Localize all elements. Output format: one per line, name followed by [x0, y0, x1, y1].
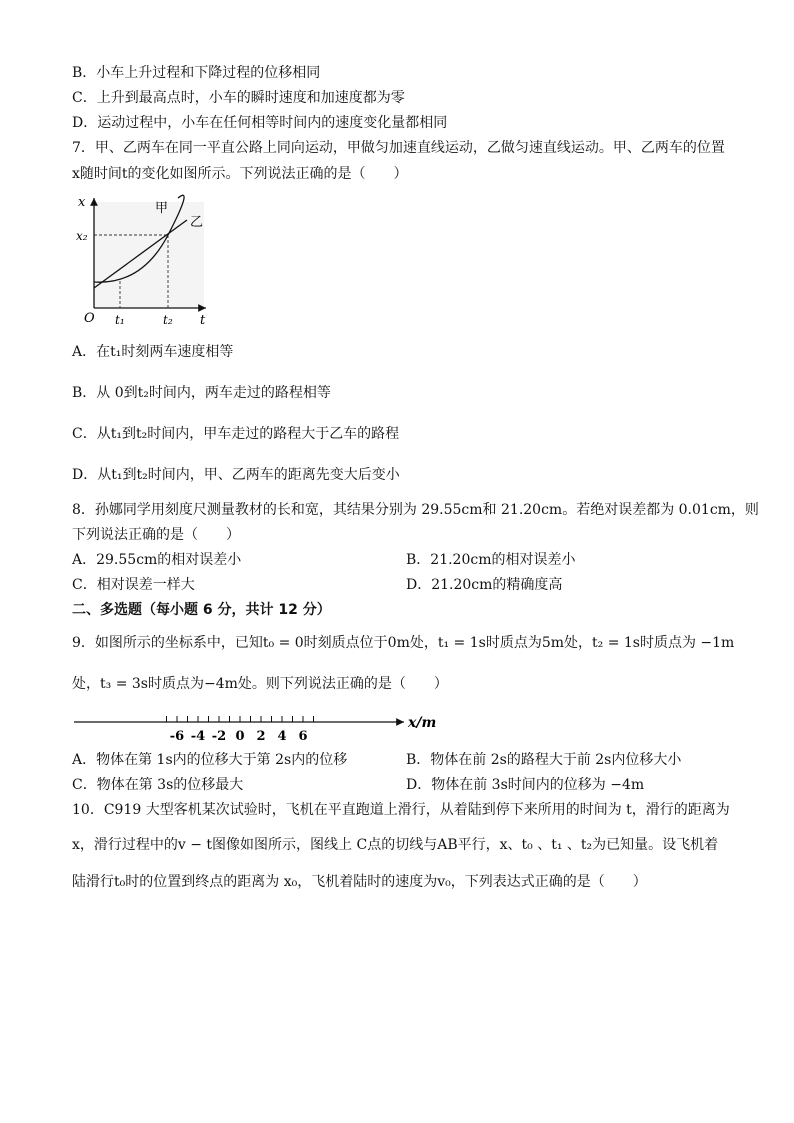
yi-label: 乙 [190, 215, 204, 230]
q7-position-time-graph [72, 190, 222, 330]
number-line-unit-label: x/m [408, 715, 437, 731]
q8-option-d: D．21.20cm的精确度高 [406, 577, 563, 593]
t1-label: t₁ [115, 313, 125, 327]
q7-option-b: B．从 0到t₂时间内，两车走过的路程相等 [72, 385, 331, 401]
q9-option-c: C．物体在第 3s的位移最大 [72, 777, 244, 793]
q7-option-a: A．在t₁时刻两车速度相等 [72, 344, 234, 360]
x-axis-label: x [78, 195, 86, 210]
section-heading: 二、多选题（每小题 6 分，共计 12 分） [72, 602, 331, 618]
number-line-tick-label: -4 [190, 729, 206, 744]
q8-option-c: C．相对误差一样大 [72, 577, 195, 593]
q8-option-b: B．21.20cm的相对误差小 [406, 552, 576, 568]
q8-stem-line2: 下列说法正确的是（ ） [72, 527, 240, 543]
q7-stem-line2: x随时间t的变化如图所示。下列说法正确的是（ ） [72, 166, 408, 182]
q10-line3: 陆滑行t₀时的位置到终点的距离为 x₀，飞机着陆时的速度为v₀，下列表达式正确的是（ ） [72, 874, 647, 890]
origin-label: O [84, 311, 95, 326]
number-line-tick-label: 4 [277, 729, 287, 744]
number-line-tick-label: 6 [298, 729, 308, 744]
q9-option-b: B．物体在前 2s的路程大于前 2s内位移大小 [406, 752, 682, 768]
q8-option-a: A．29.55cm的相对误差小 [72, 552, 242, 568]
x2-label: x₂ [76, 229, 88, 243]
q9-stem-line2: 处，t₃ = 3s时质点为−4m处。则下列说法正确的是（ ） [72, 676, 448, 692]
q9-option-d: D．物体在前 3s时间内的位移为 −4m [406, 777, 645, 793]
q10-line2: x，滑行过程中的v − t图像如图所示，图线上 C点的切线与AB平行，x、t₀ 、t₁ 、t₂为已知量。设飞机着 [72, 837, 719, 853]
q10-line1: 10．C919 大型客机某次试验时，飞机在平直跑道上滑行，从着陆到停下来所用的时间为 t，滑行的距离为 [72, 802, 730, 818]
q9-stem-line1: 9．如图所示的坐标系中，已知t₀ = 0时刻质点位于0m处，t₁ = 1s时质点为5m处，t₂ = 1s时质点为 −1m [72, 635, 735, 651]
q6-option-c: C．上升到最高点时，小车的瞬时速度和加速度都为零 [72, 90, 405, 106]
number-line-tick-label: -2 [211, 729, 227, 744]
q6-option-d: D．运动过程中，小车在任何相等时间内的速度变化量都相同 [72, 115, 448, 131]
t2-label: t₂ [163, 313, 173, 327]
q6-option-b: B．小车上升过程和下降过程的位移相同 [72, 65, 321, 81]
q8-stem-line1: 8．孙娜同学用刻度尺测量教材的长和宽，其结果分别为 29.55cm和 21.20cm。若绝对误差都为 0.01cm，则 [72, 502, 759, 518]
q9-number-line [72, 708, 452, 748]
number-line-tick-label: 2 [256, 729, 266, 744]
q9-option-a: A．物体在第 1s内的位移大于第 2s内的位移 [72, 752, 348, 768]
number-line-tick-label: 0 [235, 729, 245, 744]
jia-label: 甲 [155, 201, 169, 216]
q7-option-c: C．从t₁到t₂时间内，甲车走过的路程大于乙车的路程 [72, 426, 400, 442]
t-axis-label: t [200, 313, 206, 328]
q7-stem-line1: 7．甲、乙两车在同一平直公路上同向运动，甲做匀加速直线运动，乙做匀速直线运动。甲、乙两车的位置 [72, 140, 725, 156]
q7-option-d: D．从t₁到t₂时间内，甲、乙两车的距离先变大后变小 [72, 467, 400, 483]
number-line-tick-label: -6 [169, 729, 185, 744]
